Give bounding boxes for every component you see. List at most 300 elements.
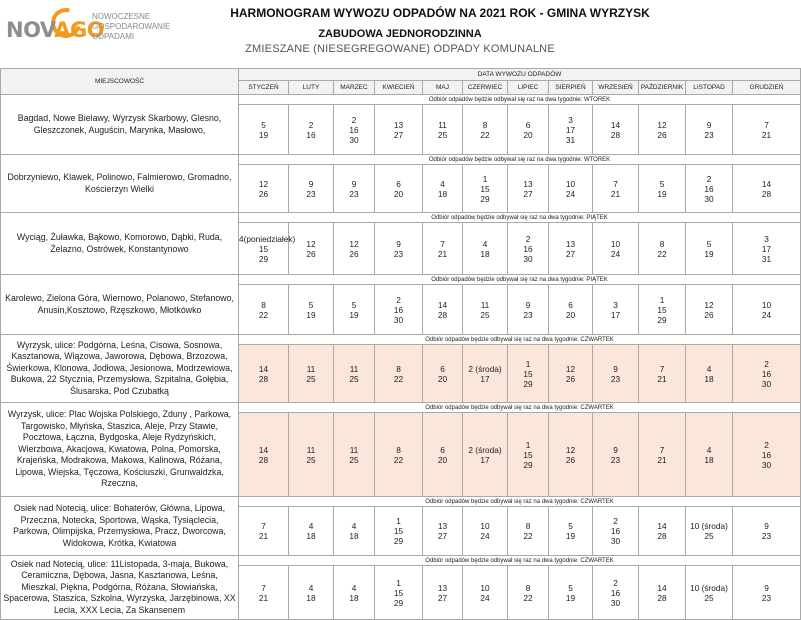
pickup-day: 19 xyxy=(657,188,667,199)
pickup-day: 14 xyxy=(258,444,269,455)
pickup-day: 8 xyxy=(659,238,665,249)
pickup-dates-cell xyxy=(463,345,508,403)
pickup-dates-cell xyxy=(423,105,463,155)
pickup-day: 8 xyxy=(525,582,531,593)
pickup-day: 6 xyxy=(525,119,531,130)
pickup-dates-cell xyxy=(334,285,375,335)
pickup-dates-cell xyxy=(549,105,593,155)
pickup-day: 18 xyxy=(306,531,316,541)
pickup-day: 15 xyxy=(523,368,533,379)
month-header: SIERPIEŃ xyxy=(549,81,593,95)
pickup-day: 25 xyxy=(306,373,316,384)
pickup-day: 13 xyxy=(393,119,404,130)
pickup-day: 29 xyxy=(393,597,404,608)
pickup-dates-cell xyxy=(508,105,549,155)
locality-cell: Wyrzysk, ulice: Plac Wojska Polskiego, Zduny , Parkowa, Targowisko, Młyńska, Staszica, Aleje, Przy Stawie, Pocztowa, Łączna, Bydgoska, Aleje Rydzyńskich, Wierzbowa, Akacjowa, Kwiatowa, Polna, Pomorska, Krajeńska, Modrakowa, Makowa, Kalinowa, Różana, Lipowa, Wiejska, Tęczowa, Kościuszki, Grunwaldzka, Rzeczna, xyxy=(1,403,239,497)
pickup-dates-cell xyxy=(463,223,508,275)
pickup-dates-cell xyxy=(289,345,334,403)
pickup-dates-cell xyxy=(375,345,423,403)
pickup-dates-cell xyxy=(593,223,639,275)
pickup-day: 23 xyxy=(610,454,621,465)
pickup-dates-cell xyxy=(686,285,733,335)
pickup-day: 27 xyxy=(565,248,576,259)
pickup-day: 4 xyxy=(440,178,445,189)
pickup-dates-cell xyxy=(375,165,423,213)
pickup-day: 23 xyxy=(761,531,772,541)
pickup-dates-cell xyxy=(463,165,508,213)
pickup-day: 26 xyxy=(565,454,576,465)
pickup-dates-cell xyxy=(639,165,686,213)
logo-text-a: NOV xyxy=(6,18,55,42)
pickup-dates-cell xyxy=(686,345,733,403)
pickup-day: 8 xyxy=(396,363,401,374)
pickup-day: 2 xyxy=(308,119,314,130)
pickup-day: 20 xyxy=(437,373,448,384)
pickup-day: 12 xyxy=(565,363,576,374)
pickup-dates-cell xyxy=(639,223,686,275)
pickup-dates-cell xyxy=(549,285,593,335)
pickup-day: 5 xyxy=(706,238,712,249)
pickup-day: 10 (środa) xyxy=(690,582,728,593)
pickup-day: 27 xyxy=(523,188,533,199)
pickup-day: 26 xyxy=(704,309,714,320)
pickup-day: 18 xyxy=(349,531,359,541)
pickup-frequency-note: Odbiór odpadów będzie odbywał się raz na dwa tygodnie: WTOREK xyxy=(239,95,801,105)
pickup-dates-cell xyxy=(239,345,289,403)
pickup-day: 18 xyxy=(704,373,714,384)
pickup-dates-cell xyxy=(593,413,639,497)
pickup-dates-cell xyxy=(463,413,508,497)
pickup-day: 6 xyxy=(440,444,445,455)
pickup-day: 16 xyxy=(610,587,621,598)
pickup-day: 8 xyxy=(482,119,488,130)
pickup-day: 25 xyxy=(704,592,714,603)
pickup-day: 25 xyxy=(349,454,359,465)
pickup-day: 29 xyxy=(393,536,404,546)
pickup-day: 11 xyxy=(438,119,447,130)
pickup-day: 14 xyxy=(761,178,772,189)
pickup-dates-cell xyxy=(733,507,801,556)
month-header: CZERWIEC xyxy=(463,81,508,95)
pickup-dates-cell xyxy=(549,223,593,275)
pickup-note-row xyxy=(1,335,801,345)
pickup-day: 2 xyxy=(351,114,357,125)
pickup-day: 27 xyxy=(437,531,448,541)
pickup-day: 12 xyxy=(349,238,359,249)
pickup-dates-cell xyxy=(334,566,375,620)
pickup-day: 2 (środa) xyxy=(468,363,502,374)
pickup-day: 5 xyxy=(261,119,266,130)
pickup-day: 1 xyxy=(525,358,531,369)
month-header: GRUDZIEŃ xyxy=(733,81,801,95)
pickup-day: 22 xyxy=(393,454,404,465)
pickup-day: 17 xyxy=(480,373,490,384)
pickup-day: 31 xyxy=(565,134,576,145)
pickup-dates-cell xyxy=(593,507,639,556)
pickup-day: 30 xyxy=(761,459,772,470)
pickup-dates-cell xyxy=(289,105,334,155)
pickup-day: 26 xyxy=(565,373,576,384)
pickup-day: 28 xyxy=(437,309,448,320)
pickup-day: 9 xyxy=(351,178,357,189)
pickup-day: 10 xyxy=(480,521,490,531)
pickup-day: 1 xyxy=(659,294,665,305)
pickup-dates-cell xyxy=(423,345,463,403)
month-header: STYCZEŃ xyxy=(239,81,289,95)
pickup-day: 9 xyxy=(764,582,769,593)
month-header: MARZEC xyxy=(334,81,375,95)
pickup-day: 4 xyxy=(706,363,712,374)
pickup-day: 13 xyxy=(523,178,533,189)
pickup-day: 21 xyxy=(610,188,621,199)
pickup-day: 18 xyxy=(349,592,359,603)
pickup-day: 22 xyxy=(523,531,533,541)
pickup-day: 10 xyxy=(480,582,490,593)
pickup-day: 1 xyxy=(396,516,401,526)
pickup-dates-cell xyxy=(289,507,334,556)
pickup-day: 3 xyxy=(764,233,769,244)
pickup-day: 11 xyxy=(349,444,359,455)
pickup-day: 10 (środa) xyxy=(690,521,728,531)
pickup-day: 16 xyxy=(761,449,772,460)
pickup-frequency-note: Odbiór odpadów będzie odbywał się raz na dwa tygodnie: CZWARTEK xyxy=(239,556,801,566)
pickup-day: 21 xyxy=(258,531,269,541)
pickup-dates-cell xyxy=(639,345,686,403)
pickup-dates-cell xyxy=(423,223,463,275)
pickup-day: 19 xyxy=(704,248,714,259)
pickup-dates-cell xyxy=(549,345,593,403)
pickup-dates-cell xyxy=(733,345,801,403)
pickup-day: 24 xyxy=(761,309,772,320)
pickup-note-row xyxy=(1,275,801,285)
month-header: WRZESIEŃ xyxy=(593,81,639,95)
pickup-day: 5 xyxy=(308,299,314,310)
pickup-dates-cell xyxy=(733,413,801,497)
month-header: LIPIEC xyxy=(508,81,549,95)
pickup-day: 17 xyxy=(565,124,576,135)
tagline-line: GOSPODAROWANIE xyxy=(92,22,171,31)
pickup-day: 30 xyxy=(393,314,404,325)
page-title: HARMONOGRAM WYWOZU ODPADÓW NA 2021 ROK - GMINA WYRZYSK xyxy=(230,6,650,20)
pickup-dates-cell xyxy=(334,507,375,556)
pickup-day: 20 xyxy=(565,309,576,320)
pickup-day: 13 xyxy=(437,521,448,531)
pickup-day: 11 xyxy=(480,299,490,310)
pickup-day: 24 xyxy=(480,531,490,541)
pickup-dates-cell xyxy=(686,165,733,213)
pickup-dates-cell xyxy=(686,105,733,155)
pickup-dates-cell xyxy=(593,105,639,155)
pickup-day: 21 xyxy=(437,248,448,259)
pickup-day: 14 xyxy=(657,521,667,531)
pickup-day: 25 xyxy=(349,373,359,384)
pickup-day: 7 xyxy=(261,521,266,531)
locality-cell: Wyrzysk, ulice: Podgórna, Leśna, Cisowa, Sosnowa, Kasztanowa, Wiązowa, Jaworowa, Dębowa, Brzozowa, Świerkowa, Klonowa, Jodłowa, Jesionowa, Modrzewiowa, Bukowa, 22 Stycznia, Przemysłowa, Szpitalna, Gołębia, Ślusarska, Pod Czubatką xyxy=(1,335,239,403)
pickup-day: 9 xyxy=(308,178,314,189)
pickup-dates-cell xyxy=(549,165,593,213)
pickup-dates-cell xyxy=(686,507,733,556)
pickup-day: 19 xyxy=(565,531,576,541)
pickup-day: 6 xyxy=(568,299,573,310)
pickup-day: 6 xyxy=(396,178,401,189)
pickup-day: 28 xyxy=(258,454,269,465)
pickup-dates-cell xyxy=(375,413,423,497)
pickup-day: 10 xyxy=(610,238,621,249)
month-header: LUTY xyxy=(289,81,334,95)
pickup-day: 9 xyxy=(613,363,618,374)
pickup-dates-cell xyxy=(639,413,686,497)
pickup-dates-cell xyxy=(593,285,639,335)
pickup-day: 22 xyxy=(523,592,533,603)
pickup-day: 27 xyxy=(393,129,404,140)
pickup-day: 4 xyxy=(706,444,712,455)
locality-cell: Karolewo, Zielona Góra, Wiernowo, Polanowo, Stefanowo, Anusin,Kosztowo, Rzęszkowo, Młotkówko xyxy=(1,275,239,335)
pickup-day: 30 xyxy=(610,536,621,546)
pickup-dates-cell xyxy=(423,566,463,620)
pickup-day: 18 xyxy=(437,188,448,199)
pickup-note-row xyxy=(1,213,801,223)
page-header xyxy=(0,0,800,68)
pickup-day: 26 xyxy=(657,129,667,140)
pickup-day: 10 xyxy=(761,299,772,310)
pickup-day: 23 xyxy=(393,248,404,259)
pickup-day: 11 xyxy=(349,363,359,374)
pickup-note-row xyxy=(1,155,801,165)
pickup-day: 30 xyxy=(349,134,359,145)
pickup-dates-cell xyxy=(593,165,639,213)
pickup-note-row xyxy=(1,403,801,413)
pickup-day: 2 xyxy=(764,439,769,450)
pickup-dates-cell xyxy=(508,507,549,556)
pickup-day: 21 xyxy=(657,454,667,465)
pickup-frequency-note: Odbiór odpadów będzie odbywał się raz na dwa tygodnie: CZWARTEK xyxy=(239,497,801,507)
pickup-day: 21 xyxy=(761,129,772,140)
pickup-dates-cell xyxy=(508,165,549,213)
pickup-day: 19 xyxy=(306,309,316,320)
pickup-day: 19 xyxy=(565,592,576,603)
pickup-day: 1 xyxy=(396,577,401,588)
pickup-dates-cell xyxy=(508,413,549,497)
pickup-day: 15 xyxy=(393,587,404,598)
locality-cell: Osiek nad Notecią, ulice: Bohaterów, Główna, Lipowa, Przeczna, Notecka, Sportowa, Wąska, Tysiąclecia, Parkowa, Olimpijska, Przemysłowa, Pracz, Dworcowa, Widokowa, Krótka, Kwiatowa xyxy=(1,497,239,556)
pickup-day: 29 xyxy=(523,459,533,470)
pickup-day: 18 xyxy=(306,592,316,603)
pickup-dates-cell xyxy=(463,566,508,620)
pickup-dates-cell xyxy=(463,507,508,556)
pickup-dates-cell xyxy=(549,566,593,620)
pickup-day: 21 xyxy=(258,592,269,603)
pickup-day: 8 xyxy=(525,521,531,531)
pickup-dates-cell xyxy=(239,285,289,335)
pickup-day: 16 xyxy=(761,368,772,379)
pickup-day: 29 xyxy=(657,314,667,325)
pickup-dates-cell xyxy=(463,285,508,335)
pickup-day: 2 xyxy=(764,358,769,369)
pickup-dates-cell xyxy=(508,566,549,620)
pickup-day: 16 xyxy=(704,183,714,194)
pickup-day: 23 xyxy=(523,309,533,320)
pickup-day: 4(poniedziałek) xyxy=(239,233,296,244)
pickup-day: 20 xyxy=(393,188,404,199)
pickup-day: 19 xyxy=(349,309,359,320)
pickup-dates-cell xyxy=(375,105,423,155)
pickup-dates-cell xyxy=(508,285,549,335)
pickup-day: 5 xyxy=(568,582,573,593)
pickup-day: 14 xyxy=(258,363,269,374)
pickup-dates-cell xyxy=(463,105,508,155)
pickup-day: 18 xyxy=(704,454,714,465)
dates-column-header: DATA WYWOZU ODPADÓW xyxy=(239,69,801,81)
pickup-day: 30 xyxy=(610,597,621,608)
pickup-dates-cell xyxy=(508,345,549,403)
pickup-day: 17 xyxy=(480,454,490,465)
pickup-day: 26 xyxy=(349,248,359,259)
pickup-day: 8 xyxy=(261,299,266,310)
pickup-day: 22 xyxy=(393,373,404,384)
pickup-dates-cell xyxy=(733,566,801,620)
pickup-day: 27 xyxy=(437,592,448,603)
pickup-day: 20 xyxy=(523,129,533,140)
pickup-day: 9 xyxy=(764,521,769,531)
pickup-frequency-note: Odbiór odpadów będzie odbywał się raz na dwa tygodnie: CZWARTEK xyxy=(239,335,801,345)
month-header: KWIECIEŃ xyxy=(375,81,423,95)
place-column-header: MIEJSCOWOŚĆ xyxy=(1,69,239,95)
pickup-day: 21 xyxy=(657,373,667,384)
pickup-day: 26 xyxy=(306,248,316,259)
pickup-dates-cell xyxy=(639,507,686,556)
pickup-day: 28 xyxy=(657,531,667,541)
pickup-dates-cell xyxy=(334,165,375,213)
pickup-day: 7 xyxy=(613,178,618,189)
logo-wordmark xyxy=(6,18,104,42)
pickup-dates-cell xyxy=(334,223,375,275)
pickup-dates-cell xyxy=(423,507,463,556)
pickup-day: 6 xyxy=(440,363,445,374)
month-header: PAŹDZIERNIK xyxy=(639,81,686,95)
pickup-day: 23 xyxy=(349,188,359,199)
pickup-day: 12 xyxy=(306,238,316,249)
pickup-dates-cell xyxy=(639,566,686,620)
pickup-day: 1 xyxy=(525,439,531,450)
pickup-day: 4 xyxy=(482,238,488,249)
pickup-day: 24 xyxy=(480,592,490,603)
pickup-day: 28 xyxy=(258,373,269,384)
pickup-day: 12 xyxy=(258,178,269,189)
pickup-day: 18 xyxy=(480,248,490,259)
pickup-dates-cell xyxy=(593,345,639,403)
pickup-note-row xyxy=(1,556,801,566)
pickup-day: 16 xyxy=(349,124,359,135)
pickup-dates-cell xyxy=(239,165,289,213)
pickup-day: 23 xyxy=(761,592,772,603)
pickup-dates-cell xyxy=(423,165,463,213)
pickup-dates-cell xyxy=(549,507,593,556)
pickup-dates-cell xyxy=(733,285,801,335)
pickup-dates-cell xyxy=(508,223,549,275)
pickup-day: 25 xyxy=(480,309,490,320)
pickup-dates-cell xyxy=(686,413,733,497)
pickup-day: 31 xyxy=(761,253,772,264)
pickup-dates-cell xyxy=(375,566,423,620)
pickup-day: 16 xyxy=(523,243,533,254)
pickup-day: 13 xyxy=(565,238,576,249)
pickup-dates-cell xyxy=(289,413,334,497)
pickup-frequency-note: Odbiór odpadów będzie odbywał się raz na dwa tygodnie: PIĄTEK xyxy=(239,213,801,223)
pickup-day: 28 xyxy=(761,188,772,199)
pickup-day: 30 xyxy=(523,253,533,264)
pickup-day: 16 xyxy=(306,129,316,140)
pickup-dates-cell xyxy=(289,566,334,620)
pickup-day: 5 xyxy=(659,178,665,189)
pickup-day: 5 xyxy=(568,521,573,531)
pickup-day: 4 xyxy=(351,521,357,531)
pickup-dates-cell xyxy=(593,566,639,620)
locality-cell: Osiek nad Notecią, ulice: 11Listopada, 3-maja, Bukowa, Ceramiczna, Dębowa, Jasna, Kasztanowa, Leśna, Mieszkal, Piękna, Podgórna, Różana, Słowiańska, Spacerowa, Staszica, Szkolna, Wyrzyska, Jarzębinowa, XX Lecia, XXX Lecia, Za Skansenem xyxy=(1,556,239,620)
pickup-day: 25 xyxy=(437,129,448,140)
pickup-day: 28 xyxy=(657,592,667,603)
pickup-day: 3 xyxy=(613,299,618,310)
locality-cell: Dobrzyniewo, Klawek, Polinowo, Falmierowo, Gromadno, Kościerzyn Wielki xyxy=(1,155,239,213)
pickup-day: 2 (środa) xyxy=(468,444,502,455)
locality-cell: Bagdad, Nowe Bielawy, Wyrzysk Skarbowy, Glesno, Gleszczonek, Auguścin, Marynka, Masłowo, xyxy=(1,95,239,155)
tagline-line: NOWOCZESNE xyxy=(92,12,151,21)
pickup-day: 11 xyxy=(306,444,316,455)
pickup-day: 23 xyxy=(610,373,621,384)
pickup-day: 12 xyxy=(565,444,576,455)
pickup-day: 15 xyxy=(480,183,490,194)
pickup-day: 2 xyxy=(613,577,618,588)
pickup-day: 13 xyxy=(437,582,448,593)
pickup-dates-cell xyxy=(639,105,686,155)
pickup-note-row xyxy=(1,497,801,507)
pickup-day: 8 xyxy=(396,444,401,455)
pickup-note-row xyxy=(1,95,801,105)
pickup-day: 22 xyxy=(480,129,490,140)
pickup-day: 23 xyxy=(306,188,316,199)
locality-cell: Wyciąg, Żuławka, Bąkowo, Komorowo, Dąbki, Ruda, Żelazno, Ostrówek, Konstantynowo xyxy=(1,213,239,275)
pickup-day: 25 xyxy=(704,531,714,541)
pickup-frequency-note: Odbiór odpadów będzie odbywał się raz na dwa tygodnie: CZWARTEK xyxy=(239,403,801,413)
pickup-dates-cell xyxy=(686,223,733,275)
pickup-day: 14 xyxy=(610,119,621,130)
pickup-day: 7 xyxy=(764,119,769,130)
pickup-day: 7 xyxy=(659,363,665,374)
pickup-day: 17 xyxy=(610,309,621,320)
pickup-day: 7 xyxy=(261,582,266,593)
pickup-day: 2 xyxy=(613,516,618,526)
pickup-dates-cell xyxy=(733,105,801,155)
pickup-day: 9 xyxy=(396,238,401,249)
pickup-day: 2 xyxy=(396,294,401,305)
month-header: LISTOPAD xyxy=(686,81,733,95)
pickup-day: 29 xyxy=(258,253,269,264)
tagline-line: ODPADAMI xyxy=(92,32,135,41)
pickup-day: 10 xyxy=(565,178,576,189)
pickup-day: 30 xyxy=(761,378,772,389)
pickup-day: 1 xyxy=(482,173,488,184)
logo-text-b: AGO xyxy=(54,18,105,42)
pickup-dates-cell xyxy=(375,223,423,275)
pickup-day: 28 xyxy=(610,129,621,140)
pickup-day: 14 xyxy=(437,299,448,310)
pickup-day: 23 xyxy=(704,129,714,140)
pickup-day: 22 xyxy=(657,248,667,259)
pickup-day: 7 xyxy=(440,238,445,249)
pickup-dates-cell xyxy=(289,285,334,335)
pickup-day: 7 xyxy=(659,444,665,455)
pickup-day: 14 xyxy=(657,582,667,593)
pickup-day: 3 xyxy=(568,114,573,125)
